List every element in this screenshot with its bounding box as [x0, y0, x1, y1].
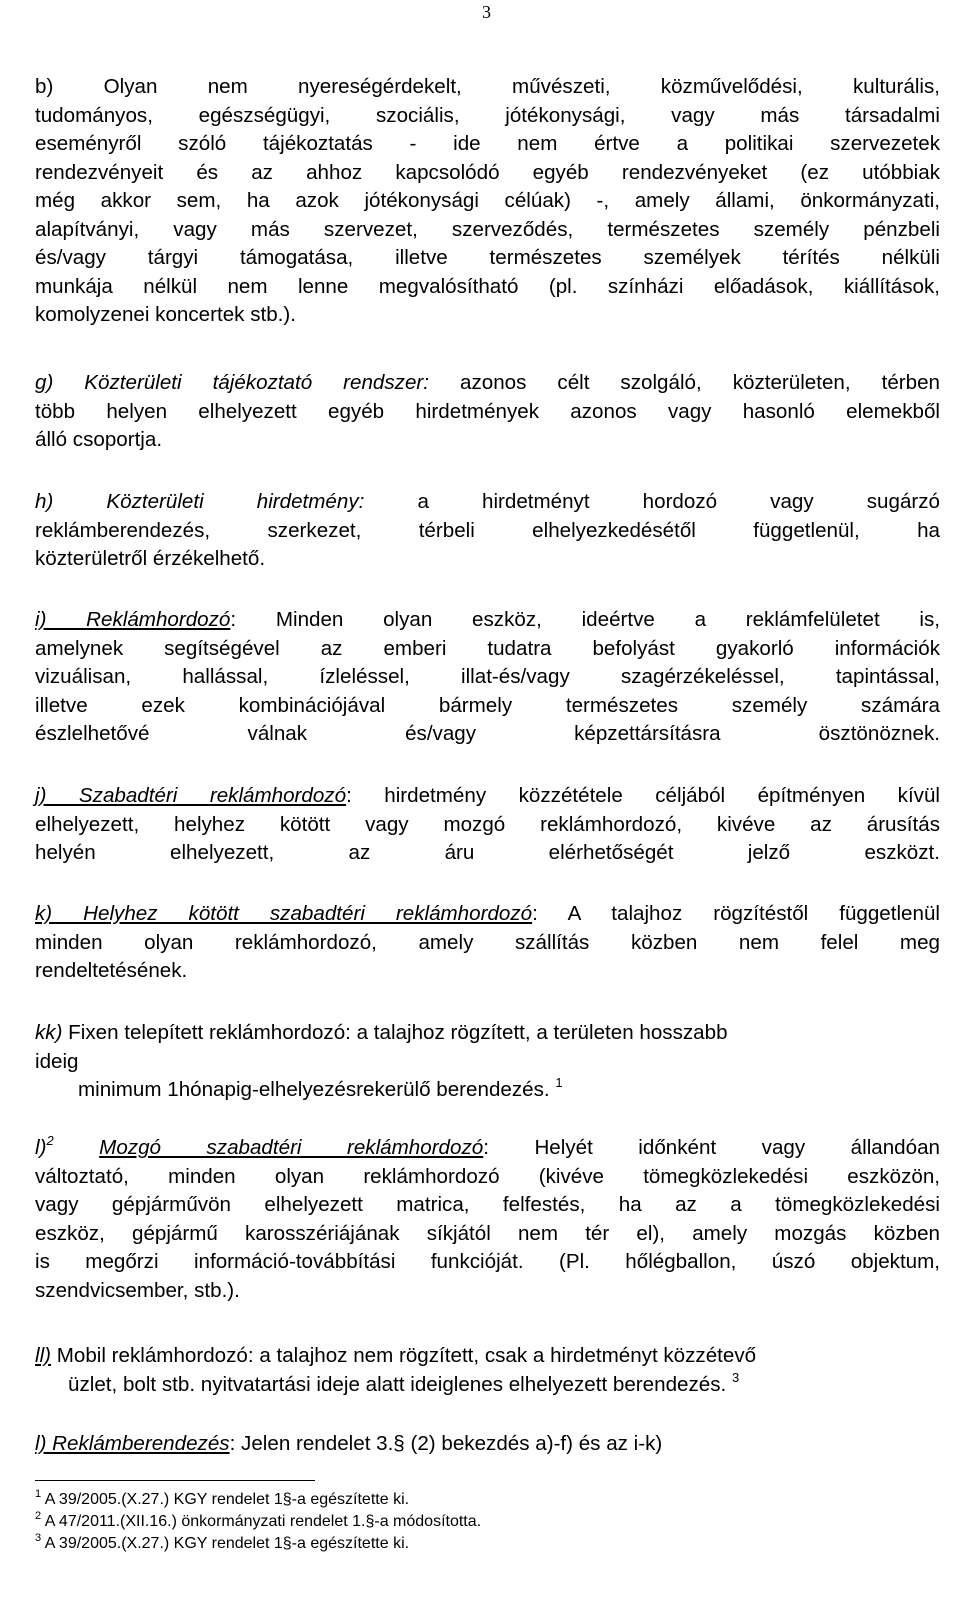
- paragraph-h: [35, 488, 940, 574]
- paragraph-line: amelynek segítségével az emberi tudatra befolyást gyakorló információk: [35, 636, 940, 660]
- term-text: Mozgó szabadtéri reklámhordozó: [99, 1136, 484, 1159]
- definition-text: : Jelen rendelet 3.§ (2) bekezdés a)-f) és az i-k): [229, 1432, 663, 1455]
- definition-term: kk): [35, 1021, 63, 1044]
- paragraph-line: eseményről szóló tájékoztatás - ide nem értve a politikai szervezetek: [35, 132, 940, 155]
- paragraph-line: eszköz, gépjármű karosszériájának síkjától nem tér el), amely mozgás közben: [35, 1221, 940, 1245]
- definition-term: ll): [35, 1344, 52, 1367]
- paragraph-line: [35, 1019, 940, 1048]
- paragraph-i: [35, 606, 940, 749]
- paragraph-line: vagy gépjárművön elhelyezett matrica, felfestés, ha az a tömegközlekedési: [35, 1193, 940, 1216]
- definition-text: : Helyét időnként vagy állandóan: [483, 1136, 940, 1159]
- definition-term: k) Helyhez kötött szabadtéri reklámhordozó: [35, 902, 533, 925]
- paragraph-line: [35, 900, 940, 929]
- definition-text: azonos célt szolgáló, közterületen, térben: [429, 371, 940, 394]
- paragraph-line: rendezvényeit és az ahhoz kapcsolódó egyéb rendezvényeket (ez utóbbiak: [35, 160, 940, 184]
- definition-text: Fixen telepített reklámhordozó: a talajhoz rögzített, a területen hosszabb: [62, 1021, 728, 1044]
- definition-term: i) Reklámhordozó: [35, 608, 231, 631]
- paragraph-line: észlelhetővé válnak és/vagy képzettársításra ösztönöznek.: [35, 722, 940, 745]
- footnote-text: A 47/2011.(XII.16.) önkormányzati rendelet 1.§-a módosította.: [41, 1513, 482, 1530]
- paragraph-line: minden olyan reklámhordozó, amely szállítás közben nem felel meg: [35, 930, 940, 954]
- footnote-number: 2: [35, 1510, 42, 1522]
- footnote-text: A 39/2005.(X.27.) KGY rendelet 1§-a egészítette ki.: [41, 1491, 410, 1508]
- paragraph-j: [35, 782, 940, 868]
- footnote: [35, 1532, 410, 1553]
- footnote: [35, 1488, 410, 1509]
- definition-text: : hirdetmény közzététele céljából építményen kívül: [346, 784, 941, 807]
- paragraph-line: illetve ezek kombinációjával bármely természetes személy számára: [35, 693, 940, 717]
- paragraph-line: [35, 606, 940, 635]
- page-number: 3: [482, 2, 491, 22]
- paragraph-g: [35, 369, 940, 455]
- paragraph-line: is megőrzi információ-továbbítási funkcióját. (Pl. hőlégballon, úszó objektum,: [35, 1250, 940, 1273]
- definition-term: j) Szabadtéri reklámhordozó: [35, 784, 347, 807]
- paragraph-line: több helyen elhelyezett egyéb hirdetmények azonos vagy hasonló elemekből: [35, 399, 940, 423]
- definition-text: a hirdetményt hordozó vagy sugárzó: [364, 490, 941, 513]
- paragraph-b: [35, 73, 940, 330]
- footnote-ref: 3: [731, 1369, 740, 1385]
- paragraph-line: vizuálisan, hallással, ízleléssel, illat-és/vagy szagérzékeléssel, tapintással,: [35, 665, 940, 688]
- paragraph-line: és/vagy tárgyi támogatása, illetve természetes személyek térítés nélküli: [35, 246, 940, 269]
- definition-text: minimum 1hónapig-elhelyezésrekerülő berendezés.: [78, 1078, 550, 1101]
- paragraph-line: munkája nélkül nem lenne megvalósítható (pl. színházi előadások, kiállítások,: [35, 274, 940, 298]
- definition-term: h) Közterületi hirdetmény:: [35, 490, 365, 513]
- paragraph-line: rendeltetésének.: [35, 959, 188, 982]
- paragraph-k: [35, 900, 940, 986]
- paragraph-line: szendvicsember, stb.).: [35, 1278, 240, 1302]
- paragraph-ll: [35, 1342, 940, 1399]
- definition-text: Mobil reklámhordozó: a talajhoz nem rögzített, csak a hirdetményt közzétevő: [51, 1344, 757, 1367]
- term-prefix: l): [35, 1136, 47, 1159]
- paragraph-line: alapítványi, vagy más szervezet, szerveződés, természetes személy pénzbeli: [35, 217, 940, 241]
- footnote-number: 3: [35, 1532, 42, 1544]
- definition-term: g) Közterületi tájékoztató rendszer:: [35, 371, 430, 394]
- paragraph-line: [35, 1342, 940, 1371]
- paragraph-line: reklámberendezés, szerkezet, térbeli elhelyezkedésétől függetlenül, ha: [35, 518, 940, 542]
- paragraph-line: [35, 488, 940, 517]
- paragraph-kk: [35, 1019, 940, 1105]
- paragraph-line: [35, 1371, 940, 1400]
- paragraph-line: b) Olyan nem nyereségérdekelt, művészeti, közművelődési, kulturális,: [35, 75, 940, 98]
- paragraph-line: még akkor sem, ha azok jótékonysági célúak) -, amely állami, önkormányzati,: [35, 189, 940, 212]
- paragraph-line: [35, 1430, 940, 1459]
- paragraph-line: elhelyezett, helyhez kötött vagy mozgó reklámhordozó, kivéve az árusítás: [35, 812, 940, 836]
- paragraph-line: [35, 1134, 940, 1163]
- footnote-ref: 2: [46, 1133, 54, 1148]
- paragraph-line: helyén elhelyezett, az áru elérhetőségét jelző eszközt.: [35, 841, 940, 864]
- footnote: [35, 1510, 482, 1531]
- paragraph-line: komolyzenei koncertek stb.).: [35, 303, 296, 326]
- footnote-text: A 39/2005.(X.27.) KGY rendelet 1§-a egészítette ki.: [41, 1535, 410, 1552]
- paragraph-line: álló csoportja.: [35, 428, 163, 451]
- footnote-separator: [35, 1480, 315, 1481]
- paragraph-l-reklamberendezes: [35, 1430, 940, 1459]
- paragraph-line: [35, 782, 940, 811]
- paragraph-line: [35, 1076, 940, 1105]
- paragraph-line: közterületről érzékelhető.: [35, 547, 266, 570]
- definition-text: : A talajhoz rögzítéstől függetlenül: [532, 902, 940, 925]
- paragraph-line: [35, 369, 940, 398]
- definition-term: l) Reklámberendezés: [35, 1432, 230, 1455]
- paragraph-line: ideig: [35, 1049, 79, 1073]
- footnote-number: 1: [35, 1488, 42, 1500]
- footnote-ref: 1: [555, 1075, 563, 1090]
- paragraph-line: tudományos, egészségügyi, szociális, jótékonysági, vagy más társadalmi: [35, 103, 940, 127]
- paragraph-l: [35, 1134, 940, 1305]
- definition-text: üzlet, bolt stb. nyitvatartási ideje alatt ideiglenes elhelyezett berendezés.: [68, 1372, 727, 1396]
- paragraph-line: változtató, minden olyan reklámhordozó (kivéve tömegközlekedési eszközön,: [35, 1164, 940, 1188]
- definition-term: [35, 1133, 484, 1159]
- definition-text: : Minden olyan eszköz, ideértve a reklámfelületet is,: [230, 608, 940, 631]
